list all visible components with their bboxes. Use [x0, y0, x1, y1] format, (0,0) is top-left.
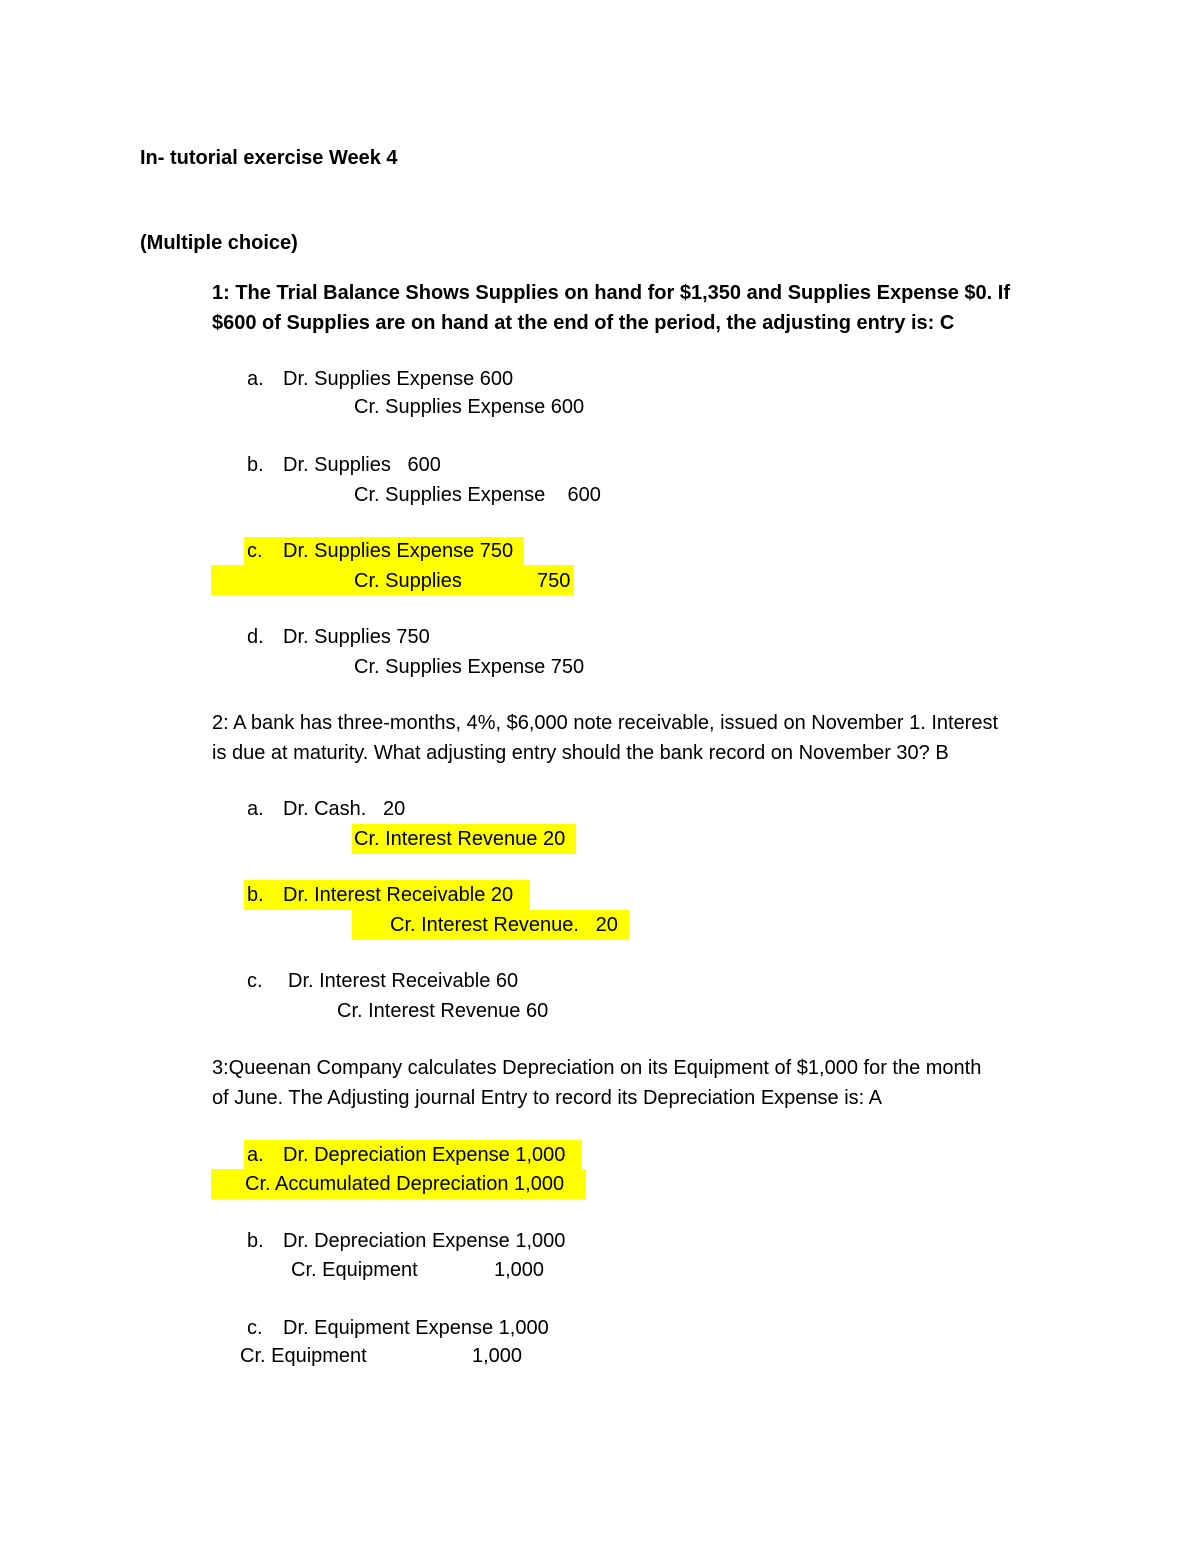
option-credit: Cr. Accumulated Depreciation 1,000: [245, 1173, 565, 1195]
question-3-text: 3:Queenan Company calculates Depreciation on its Equipment of $1,000 for the month: [212, 1057, 982, 1079]
option-debit: Dr. Interest Receivable 20: [283, 884, 514, 906]
option-debit: Dr. Supplies Expense 750: [283, 540, 514, 562]
section-heading: (Multiple choice): [140, 232, 298, 254]
option-debit: Dr. Cash. 20: [283, 798, 406, 820]
option-credit: Cr. Supplies Expense 600: [354, 484, 601, 506]
question-2-text: 2: A bank has three-months, 4%, $6,000 note receivable, issued on November 1. Interest: [212, 712, 999, 734]
option-credit: Cr. Interest Revenue 60: [337, 1000, 549, 1022]
page-title: In- tutorial exercise Week 4: [140, 147, 398, 169]
option-marker: a.: [247, 798, 264, 820]
option-marker: a.: [247, 1144, 264, 1166]
option-marker: b.: [247, 1230, 264, 1252]
option-marker: c.: [247, 970, 263, 992]
option-credit-amount: 1,000: [472, 1345, 523, 1367]
option-credit: Cr. Equipment: [291, 1259, 418, 1281]
option-credit: Cr. Supplies: [354, 570, 462, 592]
question-1-text: 1: The Trial Balance Shows Supplies on hand for $1,350 and Supplies Expense $0. If: [212, 282, 1011, 304]
option-credit: Cr. Equipment: [240, 1345, 367, 1367]
option-debit: Dr. Supplies Expense 600: [283, 368, 514, 390]
option-credit: Cr. Supplies Expense 600: [354, 396, 585, 418]
option-credit: Cr. Interest Revenue. 20: [390, 914, 618, 936]
option-debit: Dr. Depreciation Expense 1,000: [283, 1144, 566, 1166]
option-debit: Dr. Depreciation Expense 1,000: [283, 1230, 566, 1252]
option-debit: Dr. Interest Receivable 60: [288, 970, 519, 992]
option-marker: b.: [247, 884, 264, 906]
option-marker: c.: [247, 540, 263, 562]
option-credit: Cr. Interest Revenue 20: [354, 828, 566, 850]
option-marker: c.: [247, 1317, 263, 1339]
option-marker: b.: [247, 454, 264, 476]
option-credit-amount: 1,000: [494, 1259, 545, 1281]
question-3-text: of June. The Adjusting journal Entry to record its Depreciation Expense is: A: [212, 1087, 882, 1109]
option-debit: Dr. Equipment Expense 1,000: [283, 1317, 549, 1339]
option-debit: Dr. Supplies 750: [283, 626, 430, 648]
option-marker: a.: [247, 368, 264, 390]
option-debit: Dr. Supplies 600: [283, 454, 441, 476]
option-marker: d.: [247, 626, 264, 648]
option-credit-amount: 750: [537, 570, 571, 592]
question-1-text: $600 of Supplies are on hand at the end of the period, the adjusting entry is: C: [212, 312, 955, 334]
option-credit: Cr. Supplies Expense 750: [354, 656, 585, 678]
question-2-text: is due at maturity. What adjusting entry should the bank record on November 30? B: [212, 742, 949, 764]
